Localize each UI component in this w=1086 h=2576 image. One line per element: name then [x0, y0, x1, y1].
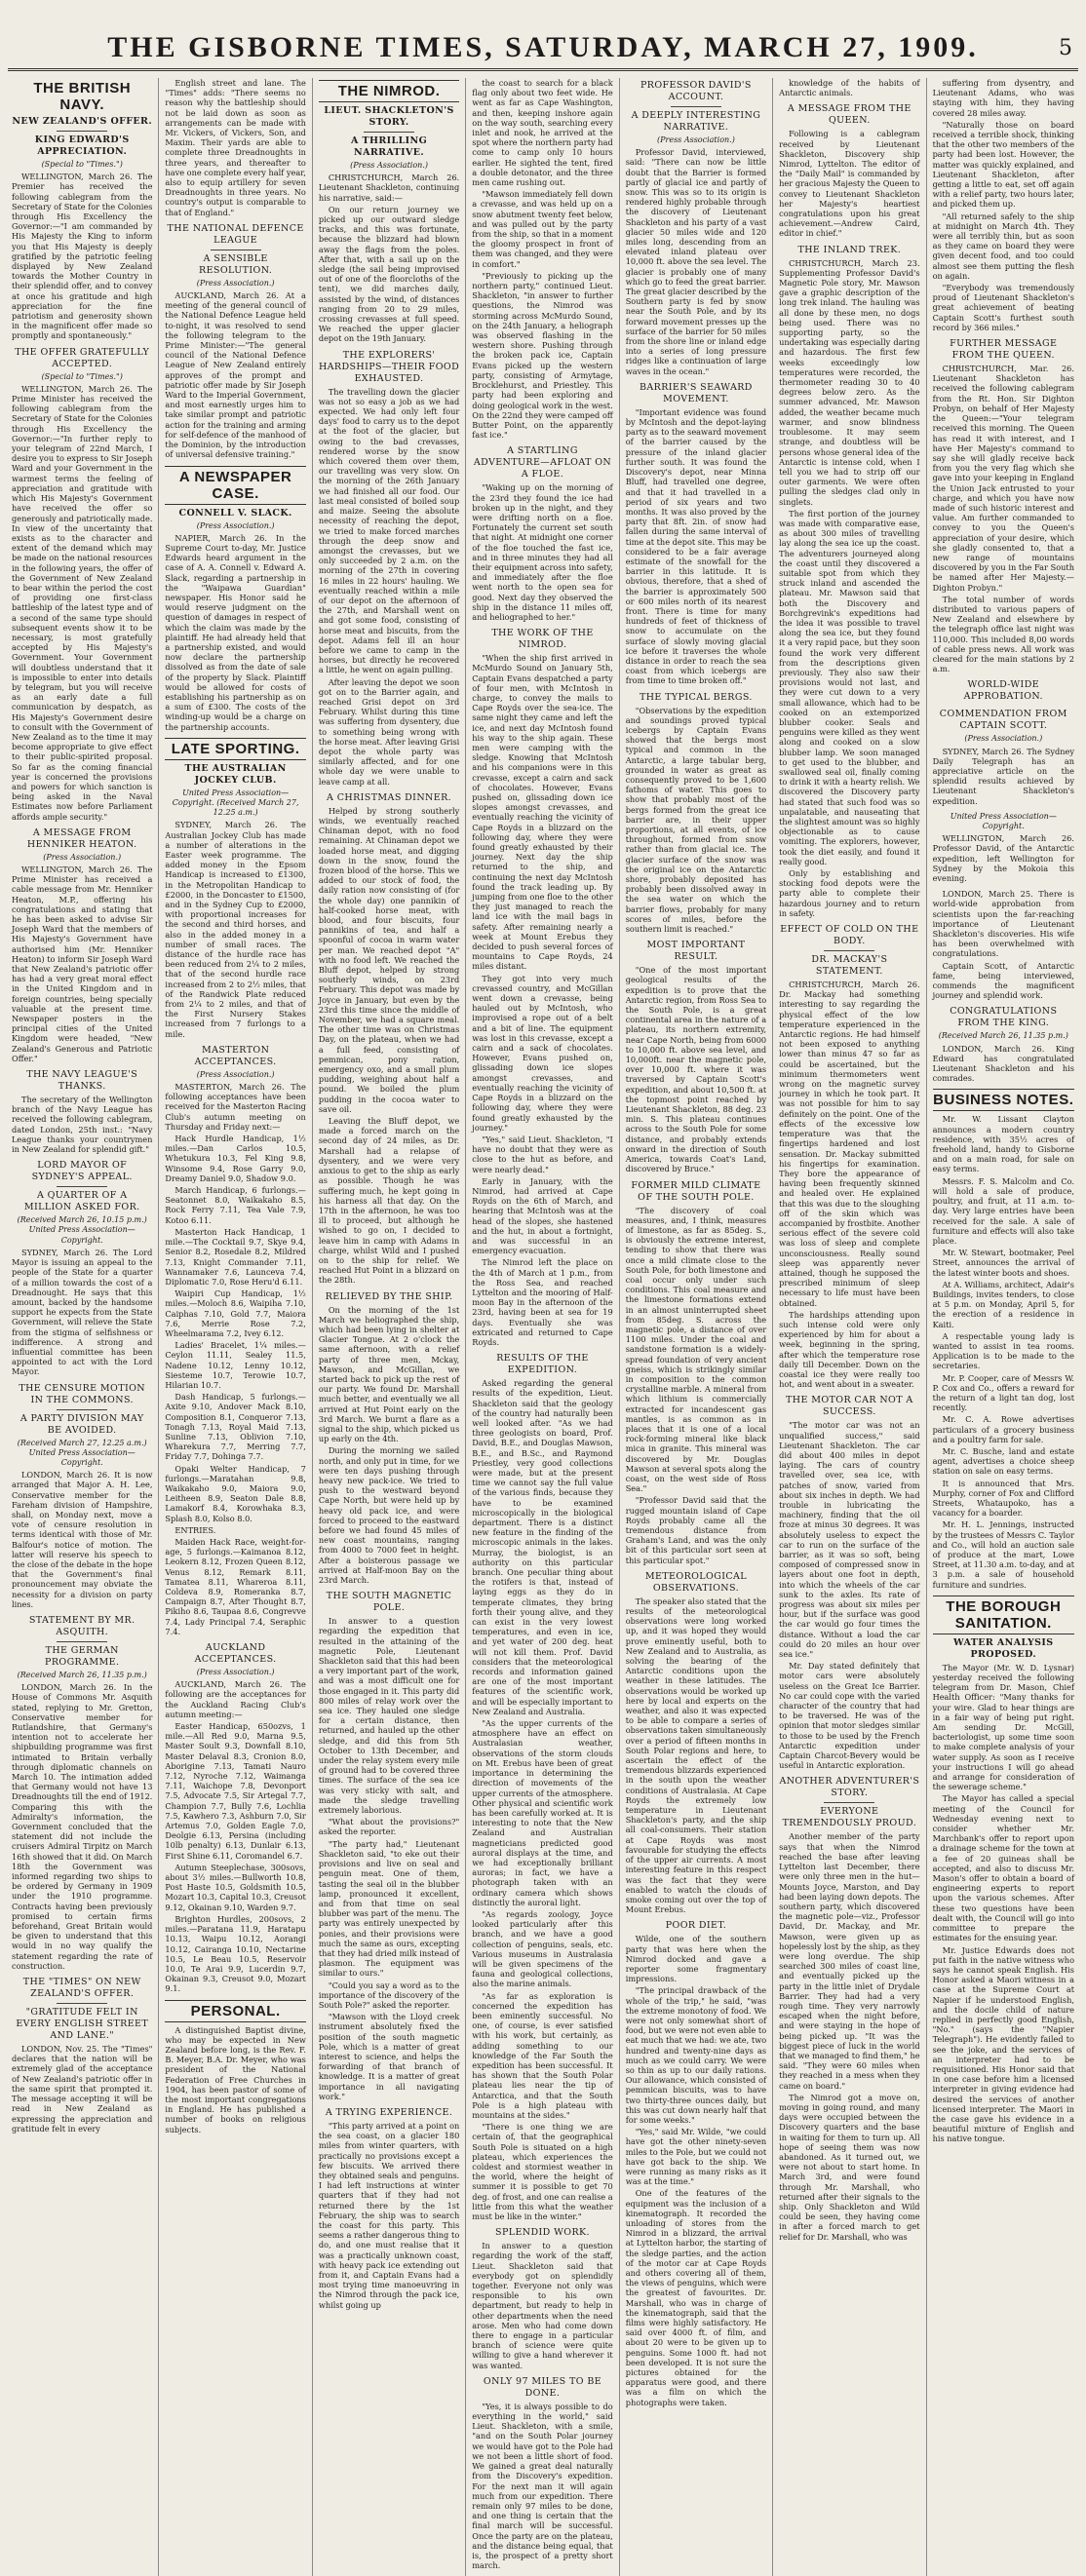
article-subheading: COMMENDATION FROM CAPTAIN SCOTT.	[939, 709, 1067, 732]
article-paragraph: "As regards zoology, Joyce looked particularly after this branch, and we have a good collection of penguins, seals, etc. Various museums in Australasia will be given specimens of the fauna and geological collections, also the marine animals.	[472, 1908, 613, 1989]
article-subheading: MASTERTON ACCEPTANCES.	[194, 1044, 277, 1067]
article-paragraph: One of the features of the equipment was the inclusion of a kinematograph. It recorded the unloading of stores from the Nimrod in a blizzard, the arrival at Lyttelton harbor, the starting of the sledge parties, and the action of the motor car at Cape Royds and others covering all of them, the views of penguins, which were the greatest of favourites. Dr. Marshall, who was in charge of the kinematograph, said that the films were highly satisfactory. He said over 4000 ft. of film, and about 20 were to be given up to penguins. Some 1000 ft. had not been developed. It is not sure the pictures obtained for the apparatus were good, and there was a film on which the photographs were taken.	[625, 2188, 767, 2407]
article-subheading: ONLY 97 MILES TO BE DONE.	[483, 2375, 602, 2399]
article	[165, 223, 305, 460]
article	[472, 78, 612, 440]
article-paragraph: Autumn Steeplechase, 300sovs, about 3½ miles.—Bullworth 10.8, Post Haste 10.5, Goldsmith 10.5, Mozart 10.3, Capital 10.3, Creusot 9.12, Okainan 9.10, Warden 9.7.	[165, 1862, 306, 1912]
article-paragraph: CHRISTCHURCH, March 26. Lieutenant Shackleton, continuing his narrative, said:—	[318, 173, 460, 203]
article-paragraph: Mr. P. Cooper, care of Messrs W. P. Cox and Co., offers a reward for the return of a light tan dog, lost recently.	[932, 1372, 1074, 1413]
article-paragraph: "Could you say a word as to the importance of the discovery of the South Pole?" asked the reporter.	[318, 1980, 460, 2010]
article-paragraph: On our return journey we picked up our outward sledge tracks, and this was fortunate, because the blizzard had blown away the flags from the poles. After that, with a sail up on the sledge (the sail being improvised out of one of the floorcloths of the tent), we did marches daily, assisted by the wind, of distances ranging from 20 to 29 miles, crossing crevasses at full speed. We reached the upper glacier depot on the 19th January.	[318, 204, 460, 344]
article-paragraph: "As far as exploration is concerned the expedition has been eminently successful. No one, of course, is ever satisfied with his work, but certainly, as adding something to our knowledge of the Far South the expedition has been successful. It has shown that the South Polar plateau lies near the tip of Antarctica, and that the South Pole is a high plateau with mountains at the sides."	[472, 1990, 613, 2120]
article-body	[319, 173, 459, 343]
article-body	[626, 147, 766, 376]
article-body	[165, 1679, 305, 1993]
article-paragraph: "There is one thing we are certain of, that the geographical South Pole is situated on a high plateau, which experiences the coldest and stormiest weather in the world, where the height of summer it is possible to get 70 deg. of frost, and one can realise a little from this what the weather must be like in the winter."	[472, 2122, 613, 2222]
article	[933, 78, 1074, 332]
press-credit: (Press Association.)	[657, 135, 735, 144]
article-subheading: SPLENDID WORK.	[495, 2227, 590, 2239]
article-paragraph: Dash Handicap, 5 furlongs.—Axite 9.10, Andover Mack 8.10, Composition 8.1, Conqueror 7.13, Tonagh 7.13, Royal Maid 7.13, Sunline 7.13, Oblivion 7.10, Wharekura 7.7, Merring 7.7, Friday 7.7, Dohinga 7.7.	[165, 1392, 306, 1462]
article-subheading: LORD MAYOR OF SYDNEY'S APPEAL.	[31, 1160, 133, 1183]
article-paragraph: "This party arrived at a point on the sea coast, on a glacier 180 miles from winter quarters, with practically no provisions except a few biscuits. We arrived there they obtained seals and penguins. I had left instructions at winter quarters that if they had not returned there by the 1st February, the ship was to search the coast for this party. This seems a rather dangerous thing to do, and one must realise that it was a practically unknown coast, with heavy pack ice extending out from it, and Captain Evans had a most trying time manoeuvring in the Nimrod through the pack ice, whilst going up	[318, 2120, 460, 2310]
article-body	[472, 2241, 612, 2370]
article-paragraph: NAPIER, March 26. In the Supreme Court to-day, Mr. Justice Edwards heard argument in the case of A. A. Connell v. Edward A. Slack, regarding a partnership in the "Waipawa Guardian" newspaper. His Honor said he would reserve judgment on the question of damages in respect of which the claim was made by the plaintiff. He had already held that a partnership existed, and would now declare the partnership dissolved as from the date of sale of the property by Slack. Plaintiff would be allowed for costs of establishing his partnership as on a sum of £300. The costs of the winding-up would be a charge on the partnership accounts.	[165, 532, 306, 732]
newspaper-column	[6, 78, 159, 2576]
article	[472, 2376, 612, 2570]
article	[626, 1180, 766, 1565]
article-paragraph: Mr. Justice Edwards does not put faith in the native witness who says he cannot speak English. His Honor asked a Maori witness in a case at the Supreme Court at Napier if he understood English, and the docile child of nature replied in perfectly good English, "No." (says the "Napier Telegraph"). He evidently failed to see the joke, and the services of an interpreter had to be requisitioned. His Honor said that in one case before him a licensed interpreter in giving evidence had desired the services of another licensed interpreter. The Maori in the case gave his evidence in a beautiful mixture of English and his native tongue.	[932, 1944, 1074, 2144]
article-subheading: CONGRATULATIONS FROM THE KING.	[950, 1006, 1058, 1029]
article-paragraph: Waipiri Cup Handicap, 1½ miles.—Moloch 8.6, Waipiha 7.10, Caiphas 7.10, Gold 7.7, Maiora 7.6, Merrie Rose 7.2, Wheelmarama 7.2, Ivey 6.12.	[165, 1288, 306, 1338]
article-subheading: FURTHER MESSAGE FROM THE QUEEN.	[950, 338, 1058, 362]
article-paragraph: Maiden Hack Race, weight-for-age, 5 furlongs.—Kaimanoa 8.12, Leokern 8.12, Frozen Queen 8.12, Venus 8.12, Remark 8.11, Tamatea 8.11, Whareroa 8.11, Coldeva 8.9, Romeranka 8.7, Campaign 8.7, After Thought 8.7, Pikiho 8.6, Taupaa 8.6, Congrevve 7.4, Lady Principal 7.4, Seraphic 7.4.	[165, 1536, 306, 1636]
article-subheading: THE GERMAN PROGRAMME.	[45, 1644, 120, 1668]
article-paragraph: During the morning we sailed north, and only put in time, for we were ten days pushing through heavy new pack-ice. We tried to push to the westward beyond Cape North, but were held up by heavy old pack ice, and were forced to proceed to the eastward before we had found 45 miles of new coast mountains, ranging from 4000 to 7000 feet in height. After a boisterous passage we arrived at Half-moon Bay on the 23rd March.	[318, 1445, 460, 1586]
article-paragraph: "What about the provisions?" asked the reporter.	[318, 1817, 460, 1837]
article	[779, 924, 919, 1389]
article	[165, 78, 305, 217]
article-paragraph: Asked regarding the general results of the expedition, Lieut. Shackleton said that the geology of the country had naturally been well looked after. "As we had three geologists on board, Prof. David, B.E., and Douglas Mawson, B.E., and B.Sc., and Raymond Priestley, very good collections were made, but at the present time we cannot say the full value of the various finds, because they have to be examined microscopically in the biological department. There is a distinct new feature in the finding of the microscopic animals in the lakes. Murray, the biologist, is an authority on this particular branch. One peculiar thing about the rotifers is that, instead of laying eggs as they do in temperate climates, they bring forth their young alive, and they can exist in the very lowest temperatures, and even in ice, and yet water of 200 deg. heat will not kill them. Prof. David considers that the meteorological records and information gained are one of the most important features of the scientific work, and will be especially important to New Zealand and Australia.	[472, 1378, 613, 1716]
article	[933, 709, 1074, 805]
article-headline: THE NIMROD.	[319, 80, 459, 102]
article-subheading: EFFECT OF COLD ON THE BODY.	[780, 924, 919, 947]
article	[319, 792, 459, 1286]
article	[319, 2107, 459, 2310]
divider-rule	[57, 1641, 107, 1642]
article	[626, 692, 766, 935]
article	[165, 2000, 305, 2134]
article-subheading: FORMER MILD CLIMATE OF THE SOUTH POLE.	[631, 1179, 761, 1203]
article-subheading: ANOTHER ADVENTURER'S STORY.	[779, 1776, 920, 1799]
article-subheading: A PARTY DIVISION MAY BE AVOIDED.	[19, 1412, 144, 1436]
article	[319, 80, 459, 344]
article-body	[12, 2044, 152, 2134]
article-paragraph: March Handicap, 6 furlongs.—Seatonnet 8.0, Waikakaho 8.5, Rock Ferry 7.11, Tea Vale 7.9, Kotoo 6.11.	[165, 1185, 306, 1225]
article-body	[933, 1663, 1074, 2144]
article	[779, 1776, 919, 2241]
article-body	[779, 1831, 919, 2241]
article-subheading: THE WORK OF THE NIMROD.	[491, 628, 594, 651]
article-body	[165, 1082, 305, 1636]
article-body	[933, 1044, 1074, 1084]
article-paragraph: Mr. W. Lissant Clayton announces a modern country residence, with 35½ acres of freehold land, handy to Gisborne and on a main road, for sale on easy terms.	[932, 1114, 1074, 1174]
article	[165, 466, 305, 732]
article-paragraph: Ladies' Bracelet, 1¼ miles.—Ceylon 11.11, Sealey 11.5, Nadene 10.12, Lenny 10.12, Siesteme 10.7, Terowie 10.7, Hilarian 10.7.	[165, 1340, 306, 1390]
article-paragraph: The hardships attending upon such intense cold were only experienced by him for about a week, beginning in the spring, after which the temperature rose daily till December. Down on the coastal ice they were really too hot, and went about in a sweater.	[779, 1309, 920, 1390]
newspaper-column	[313, 78, 466, 2576]
page-number: 5	[1059, 36, 1072, 60]
article-subheading: STATEMENT BY MR. ASQUITH.	[28, 1614, 136, 1637]
article-paragraph: Leaving the Bluff depot, we made a forced march on the second day of 24 miles, as Dr. Marshall had a relapse of dysentery, and we were very anxious to get to the ship as early as possible. Though he was suffering much, he kept going in his harness all that day. On the 17th in the afternoon, he was too ill to proceed, but although he wished to go on, I decided to leave him in camp with Adams in charge, whilst Wild and I pushed on to the ship for relief. We reached Hut Point in a blizzard on the 28th.	[318, 1116, 460, 1286]
article-columns	[6, 78, 1080, 2571]
article	[933, 1089, 1074, 1589]
article-paragraph: WELLINGTON, March 26. The Premier has received the following cablegram from the Secretary of State for the Colonies through His Excellency the Governor:—"I am commanded by His Majesty the King to inform you that His Majesty is deeply gratified by the patriotic feeling displayed by New Zealand towards the Mother Country in their splendid offer, and to convey at once his gratitude and high appreciation for the fine patriotism and generosity shown in the magnificent offer made so promptly and spontaneously."	[12, 172, 153, 341]
article-paragraph: The travelling down the glacier was not so easy a job as we had expected. We had only left four days' food to carry us to the depot at the foot of the glacier, but owing to the bad crevasses, rendered worse by the snow which covered them over them, our travelling was very slow. On the morning of the 26th January we had finished all our food. Our last meal consisted of boiled soup and maize. Seeing the absolute necessity of reaching the depot, we tried to make forced marches through the deep snow and amongst the crevasses, but we only succeeded by 2 a.m. on the morning of the 27th in covering 16 miles in 22 hours' hauling. We eventually reached within a mile of our depot on the afternoon of the 27th, and Marshall went on and got some food, consisting of horse meat and biscuits, from the depot. Adams fell ill an hour before we came to camp in the horses, but directly he recovered a little, he went on again pulling.	[318, 386, 460, 675]
article-subheading: THE CENSURE MOTION IN THE COMMONS.	[19, 1382, 146, 1405]
article-paragraph: After leaving the depot we soon got on to the Barrier again, and reached Grisi depot on 3rd February. Whilst during this time was suffering from dysentery, due to something being wrong with the horse meat. After leaving Grisi depot the whole party was similarly affected, and for one whole day we were unable to leave camp at all.	[318, 676, 460, 787]
newspaper-column	[927, 78, 1080, 2576]
article	[12, 1160, 152, 1376]
article-paragraph: It is announced that Mrs. Murphy, corner of Fox and Clifford Streets, Whataupoko, has a vacancy for a boarder.	[932, 1478, 1074, 1519]
article-subheading: A TRYING EXPERIENCE.	[325, 2106, 453, 2118]
article-paragraph: "The motor car was not an unqualified success," said Lieutenant Shackleton. The car did about 400 miles in depot laying. The cars of country travelled over, sea ice, with patches of snow, varied from about six inches in depth. We had trouble in lubricating the machinery, finding that the oil froze at minus 30 degrees. It was absolutely useless to expect the car to run on the surface of the barrier, as it was so soft, being composed of compressed snow in layers about one foot in depth, into which the wheels of the car sunk to the axles. Its rate of progress was about six miles per hour, but if the surface was good the car would go four times the distance. Without a load the car could do 20 miles an hour over sea ice."	[779, 1420, 920, 1660]
article-body	[933, 78, 1074, 332]
article-subheading: THE OFFER GRATEFULLY ACCEPTED.	[15, 346, 150, 369]
article-paragraph: "Observations by the expedition and soundings proved typical icebergs by Captain Evans showed that the bergs most typical and common in the Antarctic, a large tabular berg, grounded in water as great as consequently proved to be 1,600 fathoms of water. This goes to show that probably most of the bergs formed from the great ice barrier are, in their upper proportions, at all events, of ice throughout, formed from snow rather than from glacial ice. The glacier surface of the snow was the original ice on the Antarctic shore, probably deposited has probably been dissolved away in the sea water on which the barrier flows, probably for many scores of miles, before the southern limit is reached."	[625, 705, 767, 935]
article-paragraph: suffering from dysentry, and Lieutenant Adams, who was staying with him, they having covered 28 miles away.	[932, 78, 1074, 118]
article-paragraph: MASTERTON, March 26. The following acceptances have been received for the Masterton Racing Club's autumn meeting on Thursday and Friday next:—	[165, 1082, 306, 1132]
article-headline: PERSONAL.	[165, 2000, 305, 2022]
press-credit: (Received March 27, 12.25 a.m.) United Press Association—Copyright.	[17, 1438, 147, 1467]
article-subheading: THE NATIONAL DEFENCE LEAGUE	[167, 222, 304, 246]
article	[779, 1395, 919, 1770]
article-subheading: RELIEVED BY THE SHIP.	[325, 1290, 453, 1302]
newspaper-column	[773, 78, 926, 2576]
article-subheading: METEOROLOGICAL OBSERVATIONS.	[644, 1570, 747, 1594]
article-paragraph: A distinguished Baptist divine, who may be expected in New Zealand before long, is the Rev. F. B. Meyer, B.A. Dr. Meyer, who was president of the National Federation of Free Churches in 1904, has been pastor of some of the most important congregations in England. He has published a number of books on religious subjects.	[165, 2024, 306, 2134]
article-paragraph: "Mawson with the Lloyd creek instrument absolutely fixed the position of the south magnetic Pole, which is a matter of great interest to science, and helps the forwarding of that branch of knowledge. It is a matter of great importance in all navigating work."	[318, 2012, 460, 2101]
article-paragraph: Helped by strong southerly winds, we eventually reached Chinaman depot, with no food remaining. At Chinaman depot we loaded horse meat, and digging down in the snow, found the frozen blood of the horse. This we added to our stock of food, the daily ration now consisting of (for the whole day) one pannikin of half-cooked horse meat, with blood, and four biscuits, four pannikins of tea, and half a spoonful of cocoa in warm water per man. We reached depot "A" with no food left. We reached the Bluff depot, helped by strong southerly winds, on 23rd February. This depot was made by Joyce in January, but even by the 23rd this time since the middle of November, we had a square meal. The other time was on Christmas Day, on the plateau, when we had a full feed, consisting of pemmican, pony ration, emergency oxo, and a small plum pudding, weighing about half a pound. We boiled the plum pudding in the cocoa water to save oil.	[318, 805, 460, 1114]
article-paragraph: Mr. W. Stewart, bootmaker, Peel Street, announces the arrival of the latest winter boots and shoes.	[932, 1248, 1074, 1278]
article-paragraph: "Important evidence was found by McIntosh and the depot-laying party as to the seaward movement of the barrier caused by the pressure of the inland glacier further south. It was found the Discovery's depot, near Minna Bluff, had travelled one degree, and that it had travelled in a period of six years and two months. It was also proved by the party that 8ft. 2in. of snow had fallen during the same interval of time at the depot site. This may be considered to be a fair average estimate of the snowfall for the barrier in this latitude. It is obvious, therefore, that a shed of the barrier is approximately 500 or 600 miles north of its nearest front. There is time for many hundreds of feet of thickness of snow to accumulate on the surface of slowly moving glacial ice before it traverses the whole distance in order to reach the sea coast from which icebergs are from time to time broken off."	[625, 406, 767, 686]
article-subheading: A SENSIBLE RESOLUTION.	[199, 252, 273, 276]
article-subheading: A CHRISTMAS DINNER.	[327, 791, 452, 803]
article-subheading: THE EXPLORERS' HARDSHIPS—THEIR FOOD EXHAUSTED.	[318, 349, 460, 384]
article-paragraph: Captain Scott, of Antarctic fame, being interviewed, commends the magnificent journey and splendid work.	[932, 960, 1074, 1001]
newspaper-column	[620, 78, 773, 2576]
article-paragraph: Opaki Welter Handicap, 7 furlongs.—Maratahan 9.8, Waikakaho 9.0, Maiora 9.0, Leitheen 8.9, Seaton Dale 8.8, Lamakorf 8.4, Korowhaka 8.3, Splash 8.0, Kolso 8.0.	[165, 1463, 306, 1523]
article-subheading: THE AUSTRALIAN JOCKEY CLUB.	[184, 762, 287, 786]
article-paragraph: "Yes, it is always possible to do everything in the world," said Lieut. Shackleton, with a smile, "and on the South Polar journey we would have got to the Pole had we not been a little short of food. We gained a great deal naturally from the Discovery's expedition. For the next man it will again much from our expedition. There remain only 97 miles to be done, and one thing is certain that the final march will be successful. Once the party are on the plateau, and the distance being equal, that is, the prospect of a pretty short march.	[472, 2401, 613, 2571]
article	[933, 679, 1074, 703]
article	[12, 827, 152, 1063]
press-credit: (Press Association.)	[196, 278, 275, 288]
article-paragraph: "The discovery of coal measures, and, I think, measures of limestone, as far as 85deg. S., is obviously the extreme interest, tending to show that there was once a mild climate close to the South Pole, for both limestone and coal occur only under such conditions. This coal measure and the limestone formations extend in an almost uninterrupted sheet from 85deg. S. across the magnetic pole, a distance of over 1100 miles. Under the coal and sandstone formation is a widely-spread foundation of very ancient gneiss, which is strikingly similar in composition to the common crystalline marble. A mineral from which lithium is commercially extracted for incandescent gas mantles, is as common as in places that it is one of a local rock-forming mineral like black mica in granite. This mineral was discovered by Mr. Douglas Mawson at several spots along the coast, on the west side of Ross Sea."	[625, 1205, 767, 1494]
article-subheading: WATER ANALYSIS PROPOSED.	[953, 1636, 1054, 1660]
article-headline: BUSINESS NOTES.	[933, 1089, 1074, 1111]
article-headline: LATE SPORTING.	[165, 738, 305, 760]
article-paragraph: LONDON, Nov. 25. The "Times" declares that the nation will be extremely glad of the acceptance of New Zealand's patriotic offer in the same spirit that prompted it. The message accepting it will be read in New Zealand as expressing the appreciation and gratitude felt in every	[12, 2044, 153, 2134]
article	[933, 812, 1074, 883]
article-body	[472, 78, 612, 440]
article-paragraph: A respectable young lady is wanted to assist in tea rooms. Application is to be made to the secretaries.	[932, 1330, 1074, 1371]
article-paragraph: English street and lane. The "Times" adds: "There seems no reason why the battleship should not be laid down as soon as arrangements can be made with Mr. Vickers, of Vickers, Son, and Maxim. Their yards are able to complete three Dreadnoughts in three years, and thereafter to have one complete every half year, also to equip artillery for seven Dreadnoughts in three years. No country's output is comparable to that of England."	[165, 78, 306, 217]
article-paragraph: In answer to a question regarding the work of the staff, Lieut. Shackleton said that everybody got on splendidly together. Everyone not only was responsible to his own department, but ready to help in other departments when the need arose. Men who had come down there to engage in a particular branch of science were quite willing to give a hand wherever it was wanted.	[472, 2241, 613, 2370]
article-paragraph: "One of the most important geological results of the expedition is to prove that the Antarctic region, from Ross Sea to the South Pole, is a great continental area in the nature of a plateau, its northern extremity, near Cape North, being from 6000 to 10,000 ft. above sea level, and 10,000ft. near the magnetic pole, over 10,000 ft. where it was traversed by Captain Scott's expedition, and about 10,500 ft. at the topmost point reached by Lieutenant Shackleton, 88 deg. 23 min. S. This plateau continues across to the South Pole for some distance, and probably extends onward in the direction of South America, towards Coat's Land, discovered by Bruce."	[625, 965, 767, 1174]
article	[933, 1596, 1074, 2144]
article-body	[933, 747, 1074, 806]
article-paragraph: "Mawson immediately fell down a crevasse, and was held up on a snow abutment twenty feet below, and was pulled out by the party from the ship, so that in a moment the gloomy prospect in front of them was changed, and they were in comfort."	[472, 189, 613, 269]
article-paragraph: CHRISTCHURCH, March 26. Dr. Mackay had something interesting to say regarding the physical effect of the low temperature experienced in the Antarctic regions. He had himself not been exposed to anything lower than minus 47 so far as could be ascertained, but the minimum thermometers went wrong on the magnetic survey journey in which he took part. It was not possible for him to say definitely on the point. One of the effects of the excessive low temperature was that the fingertips hardened and lost sensation. Dr. Mackay submitted his fingertips for examination. They bore the appearance of having been frequently skinned and healed over. He explained that this was due to the sloughing off of the skin which was accompanied by frostbite. Another serious effect of the severe cold was loss of sleep and complete unconsciousness. Really sound sleep was apparently never attained, though he supposed the prescribed minimum of sleep necessary to life must have been obtained.	[779, 980, 920, 1308]
article	[12, 1069, 152, 1154]
article-paragraph: "Previously to picking up the northern party," continued Lieut. Shackleton, "in answer to further questions, the Nimrod was storming across McMurdo Sound, on the 24th January, a heliograph was observed flashing in the western shore. Pushing through the broken pack ice, Captain Evans picked up the western party, consisting of Armytage, Brocklehurst, and Priestley. This party had been exploring and doing geological work in the west. On the 22nd they were camped off Butter Point, on the apparently fast ice."	[472, 270, 613, 441]
article-paragraph: The Nimrod got a move on, moving in going round, and many days were occupied between the Discovery quarters and the base in waiting for them to turn up. All hope of seeing them was now abandoned. As it turned out, we were not about to start home. In March 3rd, and were found through Mr. Marshall, who returned after their signals to the ship. Only Shackleton and Wild could be seen, they having come in after a forced march to get relief for Dr. Marshall, who was	[779, 2092, 920, 2242]
article	[12, 1977, 152, 2134]
article-paragraph: Only by establishing and stocking food depots were the party able to complete their hazardous journey and to return in safety.	[779, 868, 920, 918]
newspaper-column	[159, 78, 312, 2576]
article-paragraph: "Everybody was tremendously proud of Lieutenant Shackleton's great achievement of beating Captain Scott's furthest south record by 366 miles."	[932, 283, 1074, 332]
article-body	[12, 1682, 152, 1971]
article-paragraph: Brighton Hurdles, 200sovs, 2 miles.—Paratana 11.9, Haratapu 10.13, Waipu 10.12, Aorangi 10.12, Cairanga 10.10, Nectarine 10.5, Le Beau 10.5, Reservoir 10.0, Te Arai 9.9, Lucerdin 9.7, Okainan 9.3, Creusot 9.0, Mozart 9.1.	[165, 1913, 306, 1994]
press-credit: (Press Association.)	[964, 734, 1043, 744]
article-body	[933, 833, 1074, 883]
article	[319, 1591, 459, 2101]
article-body	[12, 1095, 152, 1154]
article	[165, 738, 305, 1039]
article-body	[626, 1596, 766, 1915]
article-body	[472, 653, 612, 1347]
article-body	[319, 806, 459, 1286]
article-body	[319, 1616, 459, 2101]
article-paragraph: Mr. C. Busche, land and estate agent, advertises a choice sheep station on sale on easy terms.	[932, 1445, 1074, 1477]
article-body	[626, 1206, 766, 1565]
article	[626, 1920, 766, 2407]
article-paragraph: The first portion of the journey was made with comparative ease, as about 300 miles of travelling lay along the sea ice up the coast. The adventurers journeyed along the coast until they discovered a suitable spot from which they struck inland and ascended the plateau. Mr. Mawson said that both the Discovery and Borchgrevink's expeditions had the idea it was possible to travel along the sea ice, but they found it a very rapid pace, but they soon found the work very different from the descriptions given previously. They also saw their provisions would not last, and they were cut down to a very small allowance, which had to be cooked on an extemporized blubber cooker. Seals and penguins were killed as they went along and cooked on a slow blubber lamp. We soon managed to get used to the blubber, and swallowed seal oil, finally coming to drink it with a hearty relish. We discovered the Discovery party had stated that such food was so unpalatable, and nauseating that the slightest amount was so highly objectionable as to cause vomiting. The explorers, however, took the diet easily, and found it really good.	[779, 508, 920, 866]
article-subheading: RESULTS OF THE EXPEDITION.	[496, 1353, 589, 1376]
article-paragraph: WELLINGTON, March 26. The Prime Minister has received the following cablegram from the Secretary of State for the Colonies through His Excellency the Governor:—"In further reply to your telegram of 22nd March, I desire you to express to Sir Joseph Ward and your Government in the warmest terms the feeling of appreciation and gratitude with which His Majesty's Government have received the offer so generously and patriotically made. In view of the uncertainty that exists as to the character and extent of the demand which may be made on the national resources in the following years, the offer of the Government of New Zealand to bear within the period the cost of providing one first-class battleship of the latest type and of a second of the same type should subsequent events show it to be necessary, is most gratefully accepted by His Majesty's Government. Your Government will doubtless understand that it is impossible to enter into details by telegram, but you will receive as an early date a full communication by despatch, as His Majesty's Government desire to consult with the Government of New Zealand as to the time it may become appropriate to give effect to their public-spirited proposal. So far as the coming financial year is concerned the provisions and powers for which sanction is being asked in the Naval Estimates now before Parliament affords ample security."	[12, 383, 153, 822]
article-subheading: THE TYPICAL BERGS.	[640, 691, 753, 703]
article	[779, 78, 919, 97]
article-paragraph: the coast to search for a black flag only about two feet wide. He went as far as Cape Washington, and then, keeping inshore again on the way south, searching every inlet and nook, he arrived at the spot where the northern party had come to camp only 10 hours earlier. He sighted the tent, fired a double detonator, and the three men came rushing out.	[472, 78, 613, 188]
article-paragraph: The Mayor (Mr. W. D. Lysnar) yesterday received the following telegram from Dr. Mason, Chief Health Officer: "Many thanks for your wire. Glad to hear things are in a fair way of being put right. Am sending Dr. McGill, bacteriologist, up some time soon to make complete analysis of your water supply. As soon as I receive your instructions I will go ahead and arrange for consideration of the sewerage scheme."	[932, 1662, 1074, 1792]
article-body	[165, 2025, 305, 2134]
article	[472, 445, 612, 622]
press-credit: (Press Association.)	[350, 161, 428, 170]
article-body	[472, 482, 612, 622]
article-body	[626, 706, 766, 935]
press-credit: (Press Association.)	[196, 1668, 275, 1677]
newspaper-column	[466, 78, 619, 2576]
article-body	[779, 258, 919, 918]
article-paragraph: "All returned safely to the ship at midnight on March 4th. They were all terribly thin, but as soon as they came on board they were given decent food, and too could almost see them putting the flesh on again.	[932, 211, 1074, 281]
divider-rule	[57, 1409, 107, 1410]
article-paragraph: ENTRIES.	[175, 1524, 216, 1535]
article	[626, 382, 766, 686]
article	[933, 889, 1074, 1000]
article-paragraph: AUCKLAND, March 26. At a meeting of the general council of the National Defence League held to-night, it was resolved to send the following telegram to the Prime Minister:—"The general council of the National Defence League of New Zealand entirely approves of the prompt and patriotic offer made by Sir Joseph Ward to the Imperial Government, and most earnestly urges him to take similar prompt and patriotic action for the training and arming for self-defence of the manhood of the Dominion, by the introduction of universal defensive training."	[165, 290, 306, 460]
article-paragraph: "As the upper currents of the atmosphere have an effect on Australasian weather, observations of the storm clouds on Mt. Erebus have been of great importance in determining the direction of movements of the upper currents of the atmosphere. Other physical and scientific work has been carefully worked at. It is interesting to note that the New Zealand and Australian magneticians predicted good auroral displays at the time, and we had exceptionally brilliant auroras; in fact, we have a photograph taken with an ordinary camera which shows distinctly the auroral light.	[472, 1718, 613, 1907]
article-body	[319, 387, 459, 787]
article	[12, 80, 152, 341]
article-subheading: THE NAVY LEAGUE'S THANKS.	[26, 1069, 138, 1093]
article-subheading: A MESSAGE FROM THE QUEEN.	[787, 103, 911, 127]
article-paragraph: "Professor David said that the rugged mountain island of Cape Royds probably came all the tremendous distance from Graham's Land, and was the only bit of this particular sort seen at this particular spot."	[625, 1495, 767, 1565]
article-body	[626, 1934, 766, 2407]
article-paragraph: AUCKLAND, March 26. The following are the acceptances for the Auckland Racing Club's autumn meeting:—	[165, 1679, 306, 1719]
article-subheading: A MESSAGE FROM HENNIKER HEATON.	[26, 827, 137, 850]
article-body	[165, 533, 305, 732]
article-body	[472, 1378, 612, 2221]
press-credit: (Press Association.)	[43, 852, 122, 862]
article-paragraph: The speaker also stated that the results of the meteorological observations were long worked up, and it was hoped they would prove eminently useful, both to New Zealand and to Australia, as solving the bearing of the Antarctic conditions upon the weather in these latitudes. The observations would be worked up here by local and experts on the weather, and also it was expected to be able to compare a series of observations taken simultaneously over a period of fifteen months in South Polar regions and here, to ascertain the effect of the tremendous blizzards experienced in the south upon the weather conditions of Australasia. At Cape Royds the extremely low temperature in Lieutenant Shackleton's party, and the ship all coal-consumers. Their station at Cape Royds was most favourable for studying the effects of the upper air currents. A most interesting feature in this respect was the fact that they were enabled to watch the clouds of smoke coming out over the top of Mount Erebus.	[625, 1596, 767, 1915]
article-paragraph: CHRISTCHURCH, Mar. 26. Lieutenant Shackleton has received the following cablegram from the Rt. Hon. Sir Dighton Probyn, on behalf of Her Majesty the Queen:—"Your telegram received this morning. The Queen has read it with interest, and I have Her Majesty's command to say she will gladly receive back from you the very flag which she gave into your keeping in England the Union Jack entrusted to your charge, and which you have now made of such historic interest and value. Am further commanded to convey to you the Queen's appreciation of your desire, which she gladly consented to, that a new range of mountains discovered by you in the Far South be named after Her Majesty.—Dighton Probyn."	[932, 364, 1074, 593]
divider-rule	[57, 2003, 107, 2004]
article-body	[165, 290, 305, 459]
article-subheading: A QUARTER OF A MILLION ASKED FOR.	[23, 1190, 140, 1213]
article-body	[779, 980, 919, 1389]
divider-rule	[824, 950, 874, 951]
divider-rule	[671, 106, 721, 107]
article-subheading: DR. MACKAY'S STATEMENT.	[811, 954, 888, 978]
article-paragraph: On the morning of the 1st March we heliographed the ship, which had been lying in shelter at Glacier Tongue. At 2 o'clock the same afternoon, with a relief party of three men, Mckay, Mawson, and McGillan, we started back to pick up the rest of our party. We found Dr. Marshall much better, and eventually we all arrived at Hut Point early on the 3rd March. We burnt a flare as a signal to the ship, which picked us up early on the 4th.	[318, 1304, 460, 1444]
article-paragraph: WELLINGTON, March 26. The Prime Minister has received a cable message from Mr. Henniker Heaton, M.P., offering his congratulations and stating that he has been asked to advise Sir Joseph Ward that the members of His Majesty's Government have authorised him (Mr. Henniker Heaton) to inform Sir Joseph Ward that New Zealand's patriotic offer has had a very great moral effect in the United Kingdom and in foreign countries, being specially valuable at the present time. Newspaper posters in the principal cities of the United Kingdom were headed, "New Zealand's Generous and Patriotic Offer."	[12, 865, 153, 1063]
article-body	[779, 1420, 919, 1770]
article-subheading: THE MOTOR CAR NOT A SUCCESS.	[786, 1395, 913, 1418]
article-body	[933, 889, 1074, 1000]
press-credit: (Press Association.)	[196, 520, 275, 530]
article	[165, 1642, 305, 1994]
article-subheading: AUCKLAND ACCEPTANCES.	[194, 1642, 277, 1666]
article-headline: THE BOROUGH SANITATION.	[933, 1596, 1074, 1634]
article	[472, 628, 612, 1347]
article-body	[779, 129, 919, 238]
article-subheading: LIEUT. SHACKLETON'S STORY.	[324, 105, 454, 128]
article-body	[626, 965, 766, 1173]
article-subheading: CONNELL V. SLACK.	[178, 507, 292, 519]
article	[12, 1615, 152, 1971]
article-subheading: PROFESSOR DAVID'S ACCOUNT.	[640, 80, 752, 102]
newspaper-title: THE GISBORNE TIMES, SATURDAY, MARCH 27, 1909.	[107, 31, 979, 63]
article-paragraph: At A. Williams, architect, Adair's Buildings, invites tenders, to close at 5 p.m. on Monday, April 5, for the erection of a residence in Kaiti.	[932, 1279, 1074, 1329]
article-subheading: THE "TIMES" ON NEW ZEALAND'S OFFER.	[22, 1977, 141, 2000]
article-paragraph: LONDON, March 26. It is now arranged that Major A. H. Lee, Conservative member for the Fareham division of Hampshire, shall, on Monday next, move a vote of censure resolution in terms identical with those of Mr. Balfour's notice of motion. The latter will reserve his speech to the close of the debate in the hope that the Government's final pronouncement may obviate the necessity for a division on party lines.	[12, 1470, 153, 1609]
article-paragraph: "The principal drawback of the whole of the trip," he said, "was the extreme monotony of food. We were not only somewhat short of food, but we were not even able to eat much that we had: we ate, two hundred and twenty-nine days as much as we could carry. We were so thin as up to our daily rations. Our allowance, which consisted of pemmican biscuits, was to have two thirty-three ounces daily, but this was cut down nearly half that for some weeks."	[625, 1985, 767, 2125]
article-paragraph: "Yes," said Mr. Wilde, "we could have got the other ninety-seven miles to the Pole, but we could not have got back to the ship. We were running as many risks as it was at the time."	[625, 2127, 767, 2187]
press-credit: (Received March 26, 10.15 p.m.) United Press Association—Copyright.	[17, 1215, 147, 1245]
article-subheading: KING EDWARD'S APPRECIATION.	[34, 135, 130, 157]
article-body	[165, 820, 305, 1038]
article-paragraph: Professor David, interviewed, said: "There can now be little doubt that the Barrier is formed partly of glacial ice and partly of snow. This was so to its origin is rendered highly probable through the discovery of Lieutenant Shackleton and his party of a vast glacier 50 miles wide and 120 miles long, descending from an elevated inland plateau over 10,000 ft. above the sea level. The glacier is probably one of many which go to feed the great barrier. The great glacier described by the Southern party is fed by snow near the South Pole, and by its forward movement presses up the surface of the barrier for 50 miles from the shore line or inland edge into a series of long pressure ridges like a continuation of large waves in the ocean."	[625, 147, 767, 376]
article-subheading: THE INLAND TREK.	[797, 244, 902, 255]
article-body	[933, 364, 1074, 673]
article	[626, 940, 766, 1173]
article	[933, 338, 1074, 673]
article-subheading: A THRILLING NARRATIVE.	[351, 135, 428, 158]
article-paragraph: SYDNEY, March 26. The Lord Mayor is issuing an appeal to the people of the State for a quarter of a million towards the cost of a Dreadnought. He says that this amount, backed by the handsome support he expects from the State Government, will relieve the State from the stigma of selfishness or indifference. A strong and influential committee has been appointed to act with the Lord Mayor.	[12, 1247, 153, 1377]
article-paragraph: LONDON, March 25. There is world-wide approbation from scientists upon the far-reaching importance of Lieutenant Shackleton's discoveries. His wife has been overwhelmed with congratulations.	[932, 889, 1074, 959]
article-subheading: A DEEPLY INTERESTING NARRATIVE.	[631, 110, 761, 133]
article-paragraph: Early in January, with the Nimrod, had arrived at Cape Royds on the 6th of March, and hearing that McIntosh was at the head of the slopes, she hastened and the hut, in about a fortnight, and was successful in an emergency evacuation.	[472, 1175, 613, 1256]
article	[626, 1571, 766, 1915]
article-subheading: WORLD-WIDE APPROBATION.	[963, 679, 1043, 703]
article	[165, 1045, 305, 1636]
article-paragraph: Messrs. F. S. Malcolm and Co. will hold a sale of produce, poultry, and fruit, at 11 a.m. to-day. Very large entries have been received for the sale. A sale of furniture and effects will also take place.	[932, 1175, 1074, 1246]
article-body	[12, 384, 152, 822]
article-paragraph: SYDNEY, March 26. The Sydney Daily Telegraph has an appreciative article on the splendid results achieved by Lieutenant Shackleton's expedition.	[932, 746, 1074, 806]
article-subheading: EVERYONE TREMENDOUSLY PROUD.	[782, 1806, 917, 1829]
press-credit: (Special to "Times.")	[41, 160, 123, 169]
article-body	[12, 1470, 152, 1609]
article-paragraph: The secretary of the Wellington branch of the Navy League has received the following cablegram, dated London, 25th inst.: "Navy League thanks your countrymen in New Zealand for splendid gift."	[12, 1095, 153, 1155]
article-body	[626, 407, 766, 686]
article	[472, 1353, 612, 2221]
article-paragraph: Easter Handicap, 650ozvs, 1 mile.—All Red 9.0, Marna 9.5, Master Soult 9.3, Downfall 8.10, Master Delaval 8.3, Cronion 8.0, Aborigine 7.13, Tamati Nauro 7.12, Nyroche 7.12, Waimanga 7.11, Waichope 7.8, Devonport 7.5, Advocate 7.5, Sir Artegal 7.7, Champion 7.7, Bully 7.6, Lochlia 7.5, Kawhero 7.3, Ashburn 7.0, Sir Artemus 7.0, Golden Eagle 7.0, Deolgie 6.13, Persina (including 10lb penalty) 6.13, Dunlair 6.13, First Shine 6.11, Coromandel 6.7.	[165, 1721, 306, 1861]
article-paragraph: SYDNEY, March 26. The Australian Jockey Club has made a number of alterations in the Easter week programme. The added money in the Epsom Handicap is increased to £1300, in the Metropolitan Handicap to £2000, in the Doncaster to £1500, and in the Sydney Cup to £2000, with proportional increases for the second and third horses, and also in the added money in a number of small races. The distance of the hurdle race has been reduced from 2¼ to 2 miles, that of the second hurdle race increased from 2 to 2½ miles, that of the Randwick Plate reduced from 2¼ to 2 miles, and that of the First Nursery Stakes increased from 7 furlongs to a mile.	[165, 820, 306, 1039]
article-paragraph: WELLINGTON, March 26. Professor David, of the Antarctic expedition, left Wellington for Sydney by the Mokoia this evening.	[932, 833, 1074, 884]
divider-rule	[57, 1186, 107, 1187]
article-paragraph: Masterton Hack Handicap, 1 mile.—The Cocktail 9.7, Skye 9.4, Senior 8.2, Rosedale 8.2, Mildred 7.13, Knight Commander 7.11, Wannamaker 7.6, Launceva 7.4, Diplomatic 7.0, Rose Heru'd 6.11.	[165, 1226, 306, 1287]
article-paragraph: LONDON, March 26. King Edward has congratulated Lieutenant Shackleton and his comrades.	[932, 1043, 1074, 1084]
article-paragraph: "Yes," said Lieut. Shackleton, "I have no doubt that they were as close to the hut as before, and were nearly dead."	[472, 1134, 613, 1174]
article-body	[12, 865, 152, 1063]
article-body	[319, 2121, 459, 2310]
article-headline: A NEWSPAPER CASE.	[165, 466, 305, 505]
article	[626, 80, 766, 376]
article-subheading: NEW ZEALAND'S OFFER.	[12, 116, 153, 127]
article-paragraph: knowledge of the habits of Antarctic animals.	[779, 78, 920, 98]
article-paragraph: CHRISTCHURCH, March 23. Supplementing Professor David's Magnetic Pole story, Mr. Mawson gave a graphic description of the long trek inland. The hauling was all done by these men, no dogs being used. There was no supporting party, so the undertaking was especially daring and hazardous. The first few weeks exceedingly low temperatures were recorded, the thermometer reading 30 to 40 degrees below zero. As the summer advanced, Mr. Mawson added, the weather became much warmer, and snow blindness troublesome. It may seem strange, and doubtless will be persons whose general idea of the Antarctic is intense cold, when I tell you we had to strip off our outer garments. We were often pulling the sledges clad only in singlets.	[779, 257, 920, 507]
article-paragraph: They got into very much crevassed country, and McGillan went down a crevasse, being hauled out by McIntosh, who improvised a rope out of a belt and a bit of line. The equipment was lost in this crevasse, except a cairn and a sack of chocolates. However, Evans pushed on, glissading down ice slopes amongst crevasses, and eventually reaching the vicinity of Cape Royds in a blizzard on the following day, where they were found greatly exhausted by the journey."	[472, 973, 613, 1133]
article-body	[12, 1248, 152, 1377]
article-paragraph: Mr. H. L. Jennings, instructed by the trustees of Messrs C. Taylor and Co., will hold an auction sale of produce at the mart, Lowe Street, at 11.30 a.m. to-day, and at 3 p.m. a sale of household furniture and sundries.	[932, 1519, 1074, 1590]
article-paragraph: "The party had," Lieutenant Shackleton said, "to eke out their provisions and live on seal and penguin meat. One of them, tasting the seal oil in the blubber lamp, pronounced it excellent, and from that time on seal blubber was part of the menu. The party was entirely unexpected by ponies, and their provisions were much the same as ours, excepting that they had dried milk instead of plasmon. The equipment was similar to ours."	[318, 1838, 460, 1979]
press-credit: (Received March 26, 11.35 p.m.)	[17, 1670, 147, 1679]
article-subheading: BARRIER'S SEAWARD MOVEMENT.	[640, 381, 753, 404]
article	[319, 350, 459, 787]
article	[472, 2227, 612, 2370]
press-credit: (Special to "Times.")	[41, 371, 123, 381]
article-subheading: A STARTLING ADVENTURE—AFLOAT ON A FLOE.	[473, 445, 612, 481]
divider-rule	[364, 132, 414, 133]
divider-rule	[57, 131, 107, 132]
press-credit: United Press Association—Copyright.	[950, 811, 1057, 830]
article-body	[472, 2402, 612, 2570]
divider-rule	[824, 1802, 874, 1803]
article-paragraph: Hack Hurdle Handicap, 1½ miles.—Dan Carlos 10.5, Whetukura 10.3, Fel King 9.8, Winsome 9.4, Rose Garry 9.0, Dreamy Daniel 9.0, Shadow 9.0.	[165, 1134, 306, 1183]
article	[12, 347, 152, 822]
article	[779, 245, 919, 918]
article-paragraph: The Nimrod left the place on the 4th of March at 1 p.m., from the Ross Sea, and reached Lyttelton and the mooring of Half-moon Bay in the afternoon of the 23rd, having been at sea for 19 days. Eventually she was extricated and returned to Cape Royds.	[472, 1257, 613, 1347]
article-subheading: MOST IMPORTANT RESULT.	[646, 940, 746, 963]
masthead	[8, 0, 1078, 71]
article-paragraph: "When the ship first arrived in McMurdo Sound on January 5th, Captain Evans despatched a party of four men, with McIntosh in charge, to convey the mails to Cape Royds over the sea-ice. The same night they came and left the ice, and next day McIntosh found his way to the ship again. These men were camping with the sledge. Knowing that McIntosh and his companions were in this crevasse, except a cairn and sack of chocolates. However, Evans pushed on, glissading down ice slopes amongst crevasses, and eventually reaching the vicinity of Cape Royds in a blizzard on the following day, where they were found greatly exhausted by their journey. Next day the ship returned to the ship, and continuing the next day McIntosh found the track leading up. By jumping from one floe to the other they just managed to reach the land ice with the mail bags in safety. After remaining nearly a week at Mount Erebus they decided to push several forces of mountains to Cape Royds, 24 miles distant.	[472, 653, 613, 972]
article-paragraph: Following is a cablegram received by Lieutenant Shackleton, Discovery ship Nimrod, Lyttelton. The editor of the "Daily Mail" is commanded by her gracious Majesty the Queen to convey to Lieutenant Shackleton her Majesty's heartiest congratulations upon his great achievement.—Andrew Caird, editor in chief."	[779, 129, 920, 239]
article-paragraph: "Naturally those on board received a terrible shock, thinking that the other two members of the party had been lost. However, the matter was quickly explained, and Lieutenant Shackleton, after getting a little to eat, set off again with a relief party, two hours later, and picked them up.	[932, 119, 1074, 210]
article-headline: THE BRITISH NAVY.	[33, 80, 132, 113]
article-body	[779, 78, 919, 97]
article-paragraph: The total number of words distributed to various papers of New Zealand and elsewhere by the telegraph office last night was 110,000. This included 8,00 words of cable press news. All work was cleared for the main stations by 2 a.m.	[932, 594, 1074, 674]
press-credit: (Press Association.)	[196, 1069, 275, 1079]
article	[319, 1291, 459, 1586]
article-body	[12, 172, 152, 340]
article-paragraph: In answer to a question regarding the expedition that resulted in the attaining of the magnetic Pole, Lieutenant Shackleton said that this had been a very important part of the work, and was a most difficult one for those engaged in it. This party did 800 miles of relay work over the sea ice. They hauled one sledge for a certain distance, then returned, and hauled up the other sledge, and did this from 5th October to 13th December, and under the relay system every mile of ground had to be covered three times. The surface of the sea ice was very sticky with salt, and made the sledge travelling extremely laborious.	[318, 1616, 460, 1816]
article-paragraph: Wilde, one of the southern party that was here when the Nimrod docked and gave a reporter some fragmentary impressions.	[625, 1934, 767, 1984]
article-subheading: POOR DIET.	[665, 1920, 727, 1932]
article-paragraph: "Waking up on the morning of the 23rd they found the ice had broken up in the night, and they were drifting north on a floe. Fortunately the current set south that night. At midnight one corner of the floe touched the fast ice, and in three minutes they had all their equipment across into safety, and immediately after the floe went north to the open sea for good. Next day they observed the ship in the distance 11 miles off, and heliographed to her."	[472, 482, 613, 622]
article-body	[319, 1305, 459, 1586]
article-paragraph: Another member of the party says that when the Nimrod reached the base after leaving Lyttelton last December, there were only three men in the hut—Mounts Joyce, Marston, and Day had been laying down depots. The southern party, which discovered the magnetic pole—viz., Professor David, Dr. Mackay, and Mr. Mawson, were given up as hopelessly lost by the ship, as they were long overdue. The ship searched 300 miles of coast line, and eventually picked up the party in the little inlet of Drydale Barrier. They had had a very rough time. They very narrowly escaped when the night before, and were staying in the hope of being picked up. "It was the biggest piece of luck in the world that we managed to find them," he said. "They were 60 miles when they reached in a mess when they came on board."	[779, 1831, 920, 2091]
article-paragraph: The Mayor has called a special meeting of the Council for Wednesday evening next to consider whether Mr. Marchbank's offer to report upon a drainage scheme for the town at a fee of 20 guineas shall be accepted, and also to discuss Mr. Mason's offer to obtain a board of engineering experts to report upon the various schemes. After these two questions have been dealt with, the Council will go into committee to prepare the estimates for the ensuing year.	[932, 1793, 1074, 1943]
article-paragraph: LONDON, March 26. In the House of Commons Mr. Asquith stated, replying to Mr. Gretton, Conservative member for Rutlandshire, that Germany's intention not to accelerate her shipbuilding programme was first intimated to Britain verbally through diplomatic channels on March 10. The intimation added that Germany would not have 13 Dreadnoughts till the end of 1912. Comparing this with the Admiralty's information, the Government concluded that the statement did not include the cruisers Admiral Tirpitz on March 16th showed that it did. On March 18th the Government was informed regarding two ships to be ordered by Germany in 1909 under the 1910 programme. Contracts having been previously promised to certain firms beforehand, Great Britain would be given to understand that this would in no way qualify the statement regarding the rate of construction.	[12, 1682, 153, 1971]
article-paragraph: Mr. Day stated definitely that motor cars were absolutely useless on the Great Ice Barrier. No car could cope with the varied character of the country that had to be traversed. He was of the opinion that motor sledges similar to those to be used by the French Antarctic expedition under Captain Charcot-Bevery would be useful in Antarctic exploration.	[779, 1661, 920, 1771]
press-credit: United Press Association—Copyright. (Received March 27, 12.25 a.m.)	[172, 788, 299, 818]
article-paragraph: Mr. C. A. Rowe advertises particulars of a grocery business and a poultry farm for sale.	[932, 1414, 1074, 1444]
article-subheading: "GRATITUDE FELT IN EVERY ENGLISH STREET AND LANE."	[16, 2007, 149, 2042]
press-credit: (Received March 26, 11.35 p.m.)	[938, 1031, 1068, 1041]
article	[933, 1006, 1074, 1083]
article-subheading: THE SOUTH MAGNETIC POLE.	[326, 1591, 452, 1614]
article-body	[165, 78, 305, 217]
article	[779, 103, 919, 238]
article	[12, 1383, 152, 1609]
article-body	[933, 1114, 1074, 1589]
